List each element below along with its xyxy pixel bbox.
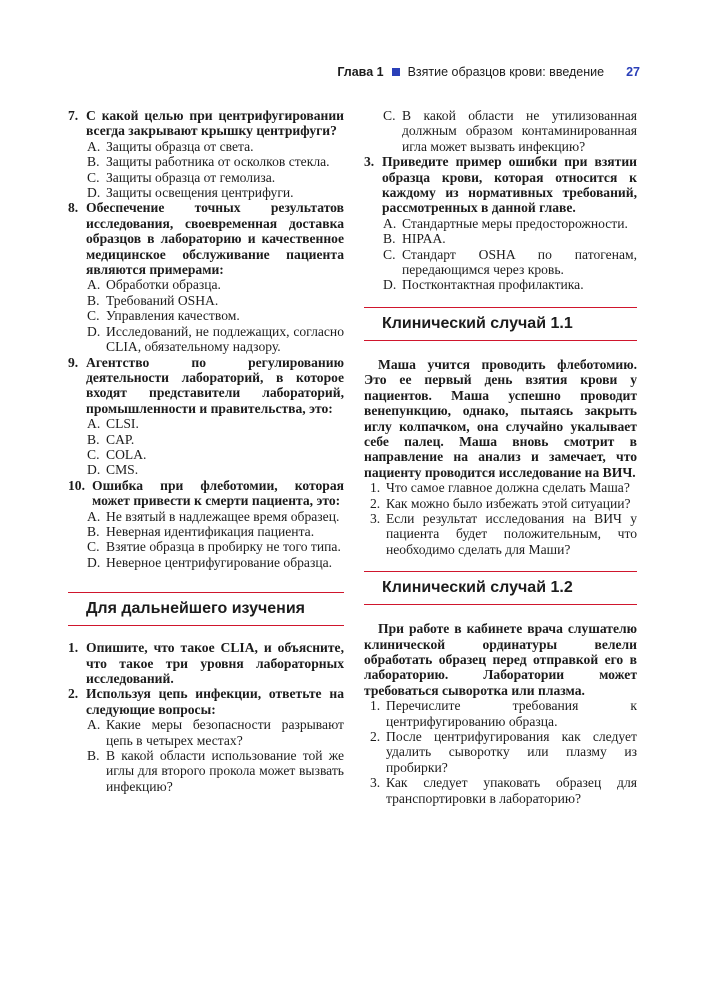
- option-text: HIPAA.: [402, 231, 446, 247]
- option-letter: C.: [87, 169, 100, 185]
- item-number: 1.: [370, 698, 381, 714]
- question-number: 3.: [364, 154, 375, 170]
- option-text: Защиты образца от света.: [106, 138, 254, 154]
- option-text: Защиты освещения центрифуги.: [106, 185, 294, 201]
- option-letter: A.: [87, 277, 101, 293]
- option-text: Неверная идентификация пациента.: [106, 523, 315, 539]
- item-text: После центрифугирования как следует удалить сыворотку или плазму из пробирки?: [386, 729, 637, 775]
- case-2-questions: [364, 698, 637, 806]
- option-letter: B.: [87, 523, 100, 539]
- option-text: Требований OSHA.: [106, 292, 219, 308]
- option-letter: A.: [87, 416, 101, 432]
- question-text: Ошибка при флеботомии, которая может привести к смерти пациента, это:: [92, 477, 344, 509]
- square-bullet-icon: [392, 68, 400, 76]
- option-letter: D.: [383, 277, 397, 293]
- option-letter: D.: [87, 554, 101, 570]
- case-1-intro: Маша учится проводить флеботомию. Это ее первый день взятия крови у пациентов. Маша успешно проводит венепункцию, однако, пытаясь закрыть иглу колпачком, она случайно укалывает себе палец. Маша вновь смотрит в направление на анализ и замечает, что пациенту проводится исследование на ВИЧ.: [364, 356, 637, 480]
- list-item: [364, 775, 637, 806]
- option-letter: D.: [87, 323, 101, 339]
- list-item: [364, 496, 637, 511]
- option-text: Постконтактная профилактика.: [402, 277, 584, 293]
- option-letter: D.: [87, 462, 101, 478]
- option-text: CMS.: [106, 462, 139, 478]
- option-text: В какой области использование той же иглы для второго прокола может вызвать инфекцию?: [106, 748, 344, 794]
- option-text: CAP.: [106, 431, 135, 447]
- option-text: Стандартные меры предосторожности.: [402, 215, 628, 231]
- question-number: 1.: [68, 640, 79, 656]
- option-text: Исследований, не подлежащих, согласно CLIA, обязательному надзору.: [106, 323, 344, 355]
- option-letter: C.: [383, 246, 396, 262]
- option-text: Защиты образца от гемолиза.: [106, 169, 276, 185]
- question-text: Обеспечение точных результатов исследования, своевременная доставка образцов в лабораторию и качественное медицинское обслуживание пациента являются примерами:: [86, 200, 344, 278]
- list-item: [364, 698, 637, 729]
- option-letter: B.: [87, 292, 100, 308]
- option-text: Управления качеством.: [106, 308, 240, 324]
- case-2-heading: Клинический случай 1.2: [364, 571, 637, 605]
- item-text: Как можно было избежать этой ситуации?: [386, 495, 631, 511]
- item-text: Как следует упаковать образец для транспортировки в лабораторию?: [386, 775, 637, 806]
- question-number: 9.: [68, 354, 79, 370]
- item-number: 1.: [370, 480, 381, 496]
- question-8: [68, 200, 344, 354]
- option-text: Стандарт OSHA по патогенам, передающимся через кровь.: [402, 246, 637, 278]
- option-text: Неверное центрифугирование образца.: [106, 554, 333, 570]
- question-text: С какой целью при центрифугировании всегда закрывают крышку центрифуги?: [86, 108, 344, 139]
- option-letter: A.: [87, 508, 101, 524]
- option-letter: C.: [87, 308, 100, 324]
- chapter-label: Глава 1: [337, 65, 384, 79]
- item-text: Если результат исследования на ВИЧ у пациента будет положительным, что необходимо сделать для Маши?: [386, 510, 637, 557]
- option-letter: C.: [383, 108, 396, 123]
- list-item: [364, 729, 637, 775]
- question-number: 8.: [68, 200, 79, 216]
- case-1-heading: Клинический случай 1.1: [364, 307, 637, 341]
- page-number: 27: [626, 65, 640, 79]
- running-header: [337, 62, 640, 82]
- question-10: [68, 478, 344, 570]
- right-column: [364, 108, 637, 806]
- item-text: Что самое главное должна сделать Маша?: [386, 480, 630, 496]
- further-question-2: [68, 686, 344, 794]
- further-study-heading: Для дальнейшего изучения: [68, 592, 344, 626]
- item-text: Перечислите требования к центрифугированию образца.: [386, 698, 637, 729]
- option-letter: A.: [383, 215, 397, 231]
- left-column: [68, 108, 344, 794]
- option-letter: B.: [87, 748, 100, 764]
- option-letter: B.: [383, 231, 396, 247]
- item-number: 3.: [370, 775, 381, 791]
- further-question-2-option-c: [364, 108, 637, 154]
- further-question-1: [68, 640, 344, 686]
- question-text: Приведите пример ошибки при взятии образца крови, которая относится к каждому из нормативных требований, рассмотренных в данной главе.: [382, 154, 637, 216]
- option-letter: B.: [87, 154, 100, 170]
- option-letter: C.: [87, 539, 100, 555]
- option-letter: B.: [87, 431, 100, 447]
- further-question-3: [364, 154, 637, 293]
- question-9: [68, 355, 344, 478]
- case-2-intro: При работе в кабинете врача слушателю клинической ординатуры велели обработать образец перед отправкой его в лабораторию. Лаборатории может требоваться сыворотка или плазма.: [364, 621, 637, 698]
- question-number: 2.: [68, 686, 79, 702]
- case-1-questions: [364, 480, 637, 557]
- option-text: COLA.: [106, 446, 147, 462]
- item-number: 2.: [370, 729, 381, 744]
- list-item: [364, 480, 637, 495]
- question-text: Используя цепь инфекции, ответьте на следующие вопросы:: [86, 686, 344, 717]
- question-number: 7.: [68, 108, 79, 123]
- question-text: Опишите, что такое CLIA, и объясните, что такое три уровня лабораторных исследований.: [86, 640, 344, 686]
- option-text: В какой области не утилизованная должным образом контаминированная игла может вызвать инфекцию?: [402, 108, 637, 154]
- option-letter: A.: [87, 138, 101, 154]
- option-text: Обработки образца.: [106, 277, 221, 293]
- list-item: [364, 511, 637, 557]
- option-text: CLSI.: [106, 416, 139, 432]
- item-number: 2.: [370, 495, 381, 511]
- chapter-title: Взятие образцов крови: введение: [407, 65, 605, 79]
- option-letter: C.: [87, 446, 100, 462]
- option-text: Какие меры безопасности разрывают цепь в четырех местах?: [106, 717, 344, 748]
- question-7: [68, 108, 344, 200]
- item-number: 3.: [370, 510, 381, 526]
- option-letter: D.: [87, 185, 101, 201]
- question-number: 10.: [68, 477, 85, 493]
- option-text: Не взятый в надлежащее время образец.: [106, 508, 340, 524]
- question-text: Агентство по регулированию деятельности лабораторий, в которое входят представители лабораторий, промышленности и правительства, это:: [86, 354, 344, 416]
- option-text: Взятие образца в пробирку не того типа.: [106, 539, 341, 555]
- option-text: Защиты работника от осколков стекла.: [106, 154, 330, 170]
- option-letter: A.: [87, 717, 101, 733]
